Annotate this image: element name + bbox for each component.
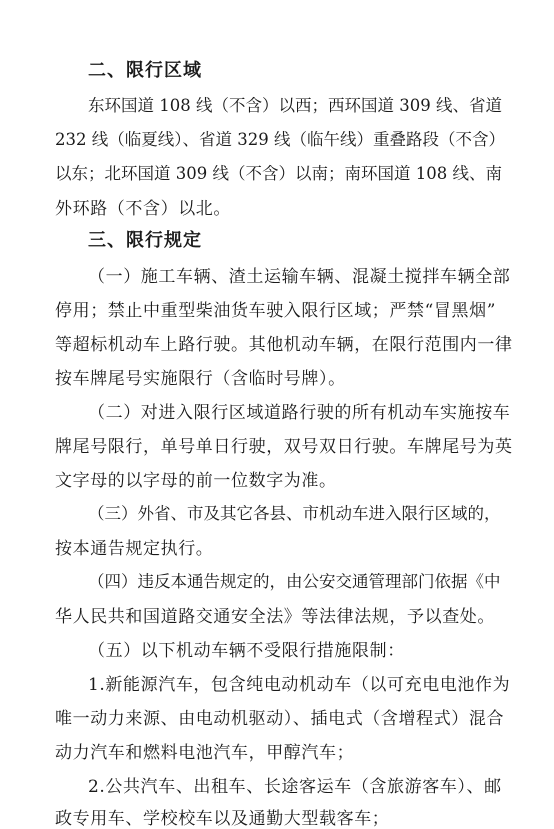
- rule-2-line-1: （二）对进入限行区域道路行驶的所有机动车实施按车: [88, 403, 511, 423]
- exemption-1-line-1: 1.新能源汽车，包含纯电动机动车（以可充电电池作为: [88, 675, 511, 695]
- exemption-1-line-3: 动力汽车和燃料电池汽车，甲醇汽车；: [55, 743, 355, 763]
- section-2-line-4: 外环路（不含）以北。: [55, 199, 231, 219]
- rule-1-line-3: 等超标机动车上路行驶。其他机动车辆，在限行范围内一律: [55, 335, 513, 355]
- rule-2-line-2: 牌尾号限行，单号单日行驶，双号双日行驶。车牌尾号为英: [55, 437, 513, 457]
- section-3-heading: 三、限行规定: [88, 230, 202, 251]
- rule-5-line-1: （五）以下机动车辆不受限行措施限制：: [88, 641, 405, 661]
- rule-3-line-1: （三）外省、市及其它各县、市机动车进入限行区域的，: [88, 504, 501, 523]
- section-2-line-2: 232 线（临夏线）、省道 329 线（临午线）重叠路段（不含）: [55, 130, 505, 149]
- section-2-heading: 二、限行区域: [88, 60, 202, 81]
- rule-1-line-4: 按车牌尾号实施限行（含临时号牌）。: [55, 369, 346, 389]
- rule-1-line-2: 停用；禁止中重型柴油货车驶入限行区域；严禁“冒黑烟”: [55, 301, 496, 321]
- section-2-line-1: 东环国道 108 线（不含）以西；西环国道 309 线、省道: [88, 96, 502, 115]
- rule-1-line-1: （一）施工车辆、渣土运输车辆、混凝土搅拌车辆全部: [88, 267, 511, 287]
- exemption-2-line-1: 2.公共汽车、出租车、长途客运车（含旅游客车）、邮: [88, 777, 502, 797]
- rule-3-line-2: 按本通告规定执行。: [55, 539, 214, 559]
- rule-4-line-2: 华人民共和国道路交通安全法》等法律法规，予以查处。: [55, 607, 495, 627]
- exemption-1-line-2: 唯一动力来源、由电动机驱动）、插电式（含增程式）混合: [55, 709, 505, 729]
- exemption-2-line-2: 政专用车、学校校车以及通勤大型载客车；: [55, 809, 390, 829]
- rule-4-line-1: （四）违反本通告规定的，由公安交通管理部门依据《中: [88, 572, 501, 591]
- section-2-line-3: 以东；北环国道 309 线（不含）以南；南环国道 108 线、南: [55, 164, 502, 183]
- rule-2-line-3: 文字母的以字母的前一位数字为准。: [55, 471, 337, 491]
